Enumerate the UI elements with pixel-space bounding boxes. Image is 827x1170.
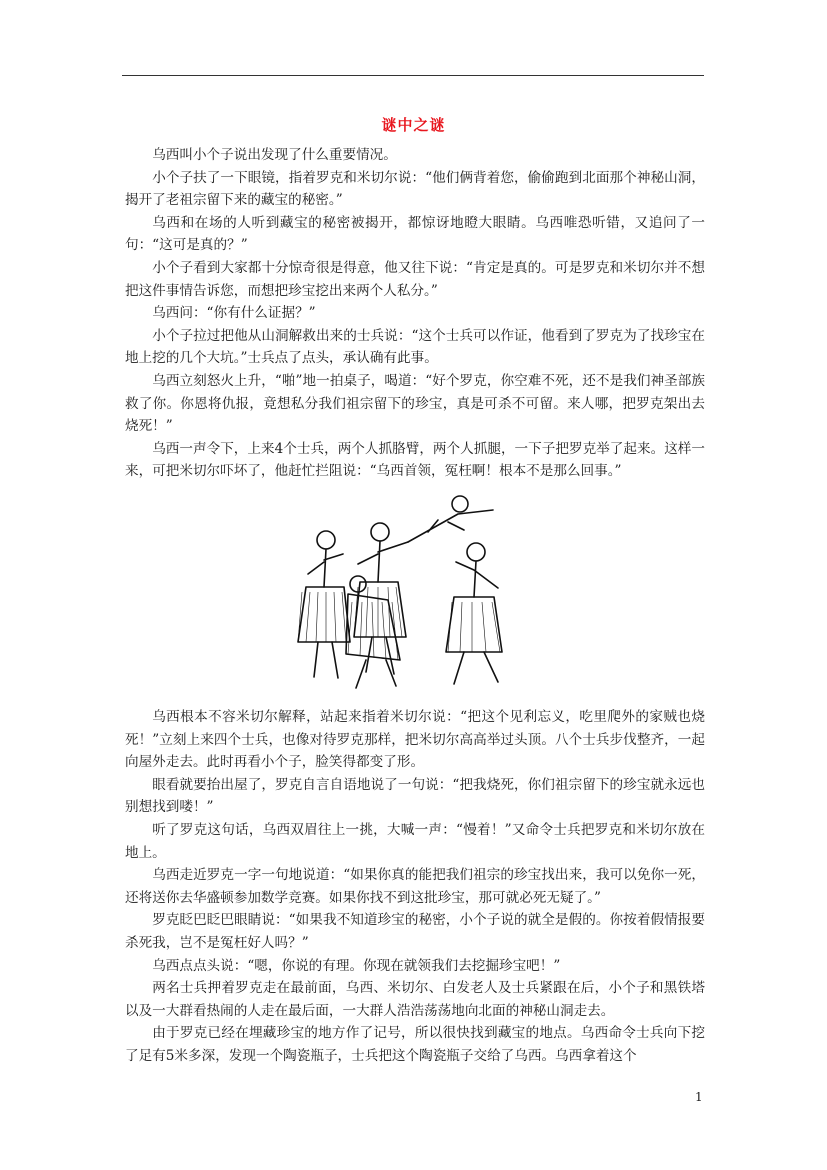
paragraph: 小个子拉过把他从山洞解救出来的士兵说：“这个士兵可以作证，他看到了罗克为了找珍宝在地上挖的几个大坑。”士兵点了点头，承认确有此事。 — [125, 327, 705, 367]
paragraph: 乌西叫小个子说出发现了什么重要情况。 — [152, 147, 397, 163]
header-rule — [122, 75, 704, 76]
paragraph: 乌西根本不容米切尔解释，站起来指着米切尔说：“把这个见利忘义，吃里爬外的家贼也烧死！”立刻上来四个士兵，也像对待罗克那样，把米切尔高高举过头顶。八个士兵步伐整齐，一起向屋外走去。此时再看小个子，脸笑得都变了形。 — [125, 709, 705, 771]
paragraph: 乌西和在场的人听到藏宝的秘密被揭开，都惊讶地瞪大眼睛。乌西唯恐听错，又追问了一句：“这可是真的？” — [125, 214, 705, 254]
paragraph: 罗克眨巴眨巴眼睛说：“如果我不知道珍宝的秘密，小个子说的就全是假的。你按着假情报要杀死我，岂不是冤枉好人吗？” — [125, 912, 705, 951]
paragraph: 小个子看到大家都十分惊奇很是得意，他又往下说：“肯定是真的。可是罗克和米切尔并不想把这件事情告诉您，而想把珍宝挖出来两个人私分。” — [125, 259, 705, 299]
story-text-bottom — [125, 706, 705, 1068]
paragraph: 乌西走近罗克一字一句地说道：“如果你真的能把我们祖宗的珍宝找出来，我可以免你一死，还将送你去华盛顿参加数学竞赛。如果你找不到这批珍宝，那可就必死无疑了。” — [125, 867, 705, 906]
paragraph: 乌西一声令下，上来4个士兵，两个人抓胳臂，两个人抓腿，一下子把罗克举了起来。这样一来，可把米切尔吓坏了，他赶忙拦阻说：“乌西首领，冤枉啊！根本不是那么回事。” — [125, 440, 705, 480]
page-title: 谜中之谜 — [381, 116, 446, 134]
paragraph: 乌西立刻怒火上升，“啪”地一拍桌子，喝道：“好个罗克，你空难不死，还不是我们神圣部族救了你。你恩将仇报，竟想私分我们祖宗留下的珍宝，真是可杀不可留。来人哪，把罗克架出去烧死！” — [125, 372, 705, 435]
soldiers-illustration — [288, 492, 528, 702]
story-text-top — [125, 144, 705, 483]
paragraph: 乌西问：“你有什么证据？” — [152, 305, 316, 322]
paragraph: 由于罗克已经在埋藏珍宝的地方作了记号，所以很快找到藏宝的地点。乌西命令士兵向下挖了足有5米多深，发现一个陶瓷瓶子，士兵把这个陶瓷瓶子交给了乌西。乌西拿着这个 — [125, 1025, 705, 1064]
paragraph: 眼看就要抬出屋了，罗克自言自语地说了一句说：“把我烧死，你们祖宗留下的珍宝就永远也别想找到喽！” — [125, 776, 705, 816]
paragraph: 小个子扶了一下眼镜，指着罗克和米切尔说：“他们俩背着您，偷偷跑到北面那个神秘山洞，揭开了老祖宗留下来的藏宝的秘密。” — [125, 169, 705, 209]
paragraph: 听了罗克这句话，乌西双眉往上一挑，大喊一声：“慢着！”又命令士兵把罗克和米切尔放在地上。 — [125, 821, 705, 861]
page-number: 1 — [695, 1090, 703, 1104]
paragraph: 两名士兵押着罗克走在最前面，乌西、米切尔、白发老人及士兵紧跟在后，小个子和黑铁塔以及一大群看热闹的人走在最后面，一大群人浩浩荡荡地向北面的神秘山洞走去。 — [125, 980, 705, 1019]
paragraph: 乌西点点头说：“嗯，你说的有理。你现在就领我们去挖掘珍宝吧！” — [152, 957, 561, 974]
